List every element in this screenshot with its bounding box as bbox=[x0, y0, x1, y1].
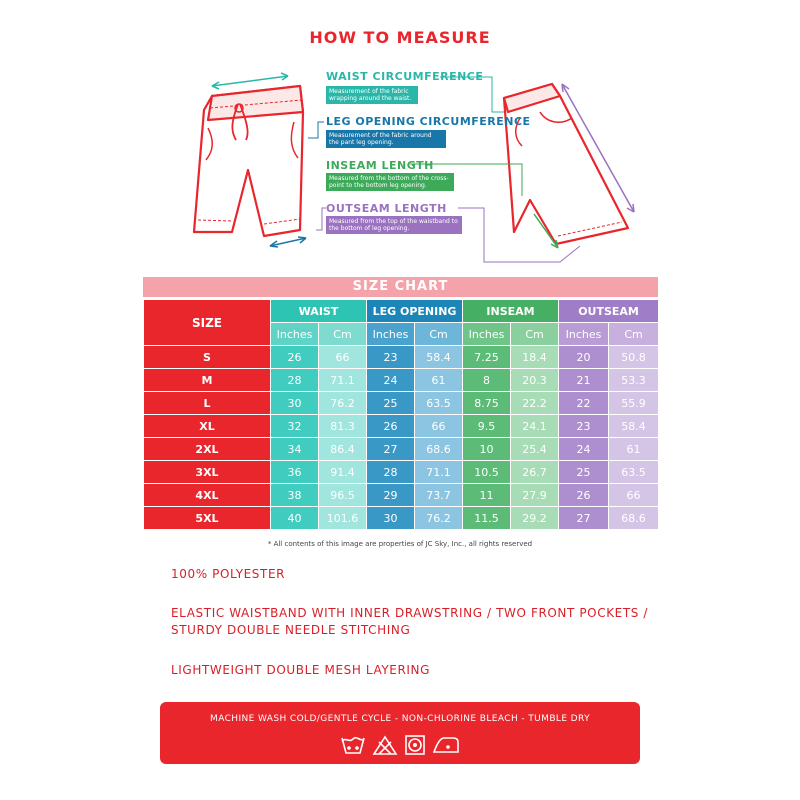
group-header-leg-opening: LEG OPENING bbox=[367, 300, 463, 323]
group-header-inseam: INSEAM bbox=[463, 300, 559, 323]
value-cell: 22.2 bbox=[511, 392, 559, 415]
care-instructions-panel bbox=[160, 702, 640, 764]
value-cell: 50.8 bbox=[609, 346, 659, 369]
group-header-outseam: OUTSEAM bbox=[559, 300, 659, 323]
value-cell: 22 bbox=[559, 392, 609, 415]
value-cell: 32 bbox=[271, 415, 319, 438]
value-cell: 25 bbox=[559, 461, 609, 484]
unit-header-leg-inches: Inches bbox=[367, 323, 415, 346]
value-cell: 73.7 bbox=[415, 484, 463, 507]
value-cell: 61 bbox=[609, 438, 659, 461]
size-chart-title: SIZE CHART bbox=[143, 277, 658, 297]
value-cell: 63.5 bbox=[415, 392, 463, 415]
value-cell: 86.4 bbox=[319, 438, 367, 461]
value-cell: 20.3 bbox=[511, 369, 559, 392]
size-cell: 3XL bbox=[144, 461, 271, 484]
table-row bbox=[144, 369, 659, 392]
value-cell: 55.9 bbox=[609, 392, 659, 415]
value-cell: 29.2 bbox=[511, 507, 559, 530]
group-header-waist: WAIST bbox=[271, 300, 367, 323]
size-cell: L bbox=[144, 392, 271, 415]
unit-header-outseam-cm: Cm bbox=[609, 323, 659, 346]
value-cell: 10.5 bbox=[463, 461, 511, 484]
size-chart-table bbox=[143, 299, 659, 530]
table-row bbox=[144, 438, 659, 461]
value-cell: 26 bbox=[367, 415, 415, 438]
value-cell: 66 bbox=[609, 484, 659, 507]
value-cell: 68.6 bbox=[609, 507, 659, 530]
unit-header-outseam-inches: Inches bbox=[559, 323, 609, 346]
value-cell: 20 bbox=[559, 346, 609, 369]
value-cell: 53.3 bbox=[609, 369, 659, 392]
value-cell: 26 bbox=[559, 484, 609, 507]
value-cell: 30 bbox=[367, 507, 415, 530]
value-cell: 27 bbox=[559, 507, 609, 530]
table-row bbox=[144, 507, 659, 530]
value-cell: 25 bbox=[367, 392, 415, 415]
size-cell: 2XL bbox=[144, 438, 271, 461]
value-cell: 61 bbox=[415, 369, 463, 392]
value-cell: 8 bbox=[463, 369, 511, 392]
value-cell: 26 bbox=[271, 346, 319, 369]
value-cell: 101.6 bbox=[319, 507, 367, 530]
value-cell: 81.3 bbox=[319, 415, 367, 438]
front-shorts-drawing bbox=[194, 86, 303, 236]
value-cell: 71.1 bbox=[415, 461, 463, 484]
value-cell: 28 bbox=[367, 461, 415, 484]
leg-opening-label: LEG OPENING CIRCUMFERENCE bbox=[326, 115, 531, 128]
copyright-note: * All contents of this image are properties of JC Sky, Inc., all rights reserved bbox=[267, 540, 533, 548]
wash-30-icon bbox=[342, 738, 364, 753]
waist-label: WAIST CIRCUMFERENCE bbox=[326, 70, 484, 83]
value-cell: 24.1 bbox=[511, 415, 559, 438]
value-cell: 24 bbox=[559, 438, 609, 461]
value-cell: 23 bbox=[367, 346, 415, 369]
leg-opening-description: Measurement of the fabric around the pant leg opening. bbox=[326, 130, 446, 148]
table-row bbox=[144, 484, 659, 507]
value-cell: 40 bbox=[271, 507, 319, 530]
value-cell: 71.1 bbox=[319, 369, 367, 392]
value-cell: 25.4 bbox=[511, 438, 559, 461]
value-cell: 11.5 bbox=[463, 507, 511, 530]
value-cell: 11 bbox=[463, 484, 511, 507]
iron-icon bbox=[434, 738, 458, 752]
value-cell: 18.4 bbox=[511, 346, 559, 369]
size-header: SIZE bbox=[144, 300, 271, 346]
unit-header-inseam-inches: Inches bbox=[463, 323, 511, 346]
value-cell: 26.7 bbox=[511, 461, 559, 484]
size-cell: XL bbox=[144, 415, 271, 438]
outseam-label: OUTSEAM LENGTH bbox=[326, 202, 447, 215]
page-title: HOW TO MEASURE bbox=[309, 28, 491, 47]
value-cell: 28 bbox=[271, 369, 319, 392]
value-cell: 63.5 bbox=[609, 461, 659, 484]
value-cell: 66 bbox=[415, 415, 463, 438]
value-cell: 24 bbox=[367, 369, 415, 392]
table-row bbox=[144, 392, 659, 415]
value-cell: 8.75 bbox=[463, 392, 511, 415]
inseam-label: INSEAM LENGTH bbox=[326, 159, 434, 172]
value-cell: 21 bbox=[559, 369, 609, 392]
value-cell: 68.6 bbox=[415, 438, 463, 461]
inseam-description: Measured from the bottom of the cross-point to the bottom leg opening. bbox=[326, 173, 454, 191]
value-cell: 27.9 bbox=[511, 484, 559, 507]
value-cell: 34 bbox=[271, 438, 319, 461]
unit-header-waist-cm: Cm bbox=[319, 323, 367, 346]
group-header-row bbox=[144, 300, 659, 323]
value-cell: 23 bbox=[559, 415, 609, 438]
size-cell: 4XL bbox=[144, 484, 271, 507]
value-cell: 38 bbox=[271, 484, 319, 507]
value-cell: 36 bbox=[271, 461, 319, 484]
feature-waistband-line-1: ELASTIC WAISTBAND WITH INNER DRAWSTRING / TWO FRONT POCKETS / bbox=[171, 606, 649, 620]
value-cell: 29 bbox=[367, 484, 415, 507]
care-instructions-text: MACHINE WASH COLD/GENTLE CYCLE - NON-CHLORINE BLEACH - TUMBLE DRY bbox=[210, 714, 590, 724]
size-cell: 5XL bbox=[144, 507, 271, 530]
side-shorts-drawing bbox=[504, 84, 628, 244]
value-cell: 58.4 bbox=[415, 346, 463, 369]
value-cell: 7.25 bbox=[463, 346, 511, 369]
value-cell: 30 bbox=[271, 392, 319, 415]
waist-description: Measurement of the fabric wrapping around the waist. bbox=[326, 86, 418, 104]
table-row bbox=[144, 461, 659, 484]
value-cell: 66 bbox=[319, 346, 367, 369]
size-cell: S bbox=[144, 346, 271, 369]
value-cell: 9.5 bbox=[463, 415, 511, 438]
unit-header-leg-cm: Cm bbox=[415, 323, 463, 346]
feature-mesh: LIGHTWEIGHT DOUBLE MESH LAYERING bbox=[171, 663, 431, 677]
value-cell: 76.2 bbox=[319, 392, 367, 415]
care-icons bbox=[160, 734, 640, 756]
value-cell: 58.4 bbox=[609, 415, 659, 438]
outseam-description: Measured from the top of the waistband to the bottom of leg opening. bbox=[326, 216, 462, 234]
value-cell: 91.4 bbox=[319, 461, 367, 484]
value-cell: 76.2 bbox=[415, 507, 463, 530]
unit-header-waist-inches: Inches bbox=[271, 323, 319, 346]
size-cell: M bbox=[144, 369, 271, 392]
tumble-dry-icon bbox=[406, 736, 424, 754]
feature-waistband-line-2: STURDY DOUBLE NEEDLE STITCHING bbox=[171, 623, 411, 637]
table-row bbox=[144, 415, 659, 438]
value-cell: 10 bbox=[463, 438, 511, 461]
value-cell: 27 bbox=[367, 438, 415, 461]
unit-header-inseam-cm: Cm bbox=[511, 323, 559, 346]
feature-polyester: 100% POLYESTER bbox=[171, 567, 286, 581]
value-cell: 96.5 bbox=[319, 484, 367, 507]
table-row bbox=[144, 346, 659, 369]
non-chlorine-bleach-icon bbox=[374, 737, 396, 754]
